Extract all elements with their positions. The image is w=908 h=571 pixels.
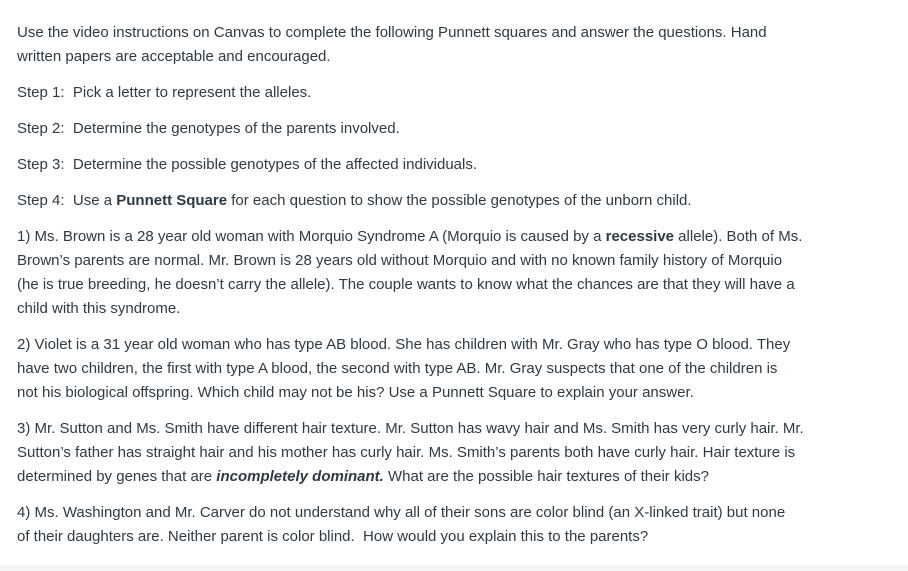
text-segment: of their daughters are. Neither parent is color blind. How would you explain this to the parents?: [17, 528, 649, 545]
emphasized-text: recessive: [605, 228, 675, 245]
paragraph: [17, 81, 897, 105]
assignment-instructions: [17, 21, 897, 561]
emphasized-text: incompletely dominant.: [216, 468, 384, 485]
text-line: [17, 21, 897, 45]
text-segment: Sutton’s father has straight hair and his mother has curly hair. Ms. Smith’s parents both have curly hair. Hair texture is: [17, 444, 796, 461]
text-line: [17, 417, 897, 441]
text-line: [17, 465, 897, 489]
text-segment: Step 2: Determine the genotypes of the parents involved.: [17, 120, 400, 137]
paragraph: [17, 153, 897, 177]
text-line: [17, 189, 897, 213]
text-line: [17, 273, 897, 297]
text-segment: have two children, the first with type A blood, the second with type AB. Mr. Gray suspects that one of the children is: [17, 360, 778, 377]
paragraph: [17, 189, 897, 213]
emphasized-text: Punnett Square: [116, 192, 228, 209]
text-segment: for each question to show the possible genotypes of the unborn child.: [227, 192, 692, 209]
text-segment: Step 3: Determine the possible genotypes of the affected individuals.: [17, 156, 478, 173]
text-segment: Brown’s parents are normal. Mr. Brown is 28 years old without Morquio and with no known family history of Morquio: [17, 252, 783, 269]
text-line: [17, 297, 897, 321]
text-segment: 4) Ms. Washington and Mr. Carver do not understand why all of their sons are color blind (an X-linked trait) but none: [17, 504, 786, 521]
text-segment: Step 1: Pick a letter to represent the alleles.: [17, 84, 312, 101]
paragraph: [17, 21, 897, 69]
text-line: [17, 153, 897, 177]
text-segment: not his biological offspring. Which child may not be his? Use a Punnett Square to explain your answer.: [17, 384, 694, 401]
text-line: [17, 45, 897, 69]
text-segment: Use the video instructions on Canvas to complete the following Punnett squares and answer the questions. Hand: [17, 24, 767, 41]
text-line: [17, 525, 897, 549]
text-segment: Step 4: Use a: [17, 192, 117, 209]
paragraph: [17, 501, 897, 549]
bottom-divider: [0, 565, 908, 571]
text-segment: (he is true breeding, he doesn’t carry the allele). The couple wants to know what the chances are that they will have a: [17, 276, 795, 293]
text-line: [17, 81, 897, 105]
text-segment: allele). Both of Ms.: [674, 228, 803, 245]
text-segment: 3) Mr. Sutton and Ms. Smith have different hair texture. Mr. Sutton has wavy hair and Ms. Smith has very curly hair. Mr.: [17, 420, 804, 437]
paragraph: [17, 333, 897, 405]
text-line: [17, 441, 897, 465]
text-segment: determined by genes that are: [17, 468, 217, 485]
text-line: [17, 381, 897, 405]
text-line: [17, 225, 897, 249]
text-line: [17, 357, 897, 381]
paragraph: [17, 117, 897, 141]
paragraph: [17, 225, 897, 321]
text-segment: child with this syndrome.: [17, 300, 181, 317]
text-line: [17, 333, 897, 357]
text-segment: What are the possible hair textures of their kids?: [383, 468, 709, 485]
text-line: [17, 501, 897, 525]
text-segment: 2) Violet is a 31 year old woman who has type AB blood. She has children with Mr. Gray who has type O blood. They: [17, 336, 791, 353]
text-segment: 1) Ms. Brown is a 28 year old woman with Morquio Syndrome A (Morquio is caused by a: [17, 228, 606, 245]
text-line: [17, 117, 897, 141]
text-line: [17, 249, 897, 273]
paragraph: [17, 417, 897, 489]
text-segment: written papers are acceptable and encouraged.: [17, 48, 331, 65]
